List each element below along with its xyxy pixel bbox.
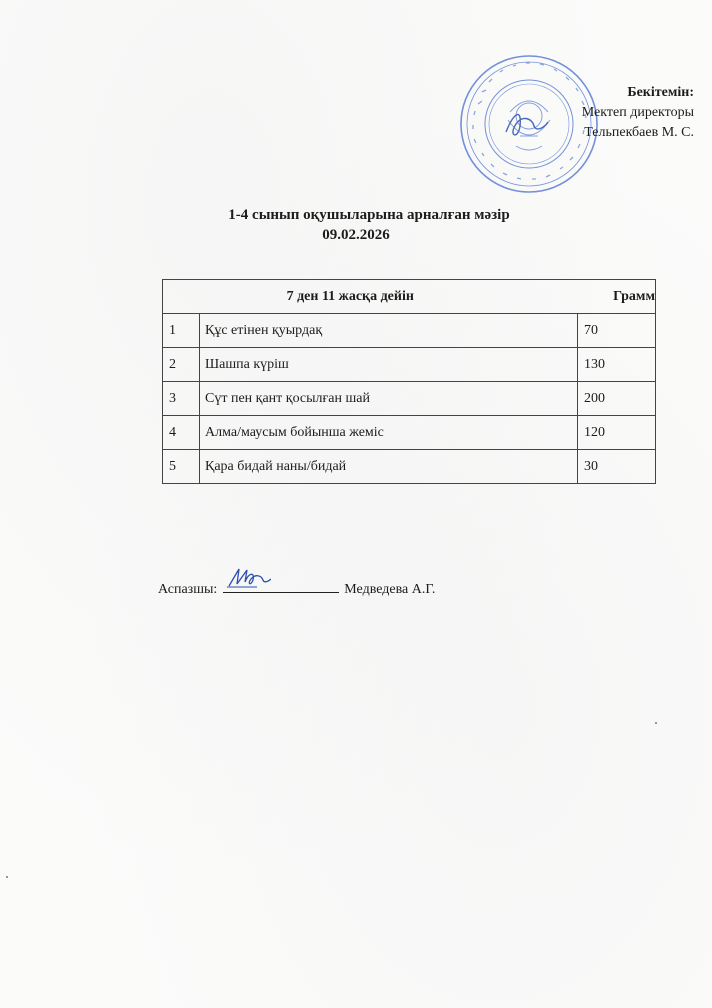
row-dish: Шашпа күріш <box>200 348 578 382</box>
menu-title: 1-4 сынып оқушыларына арналған мәзір <box>228 207 510 223</box>
menu-table <box>162 279 656 484</box>
header-age-range: 7 ден 11 жасқа дейін <box>163 280 578 314</box>
approval-block <box>582 83 694 143</box>
row-dish: Құс етінен қуырдақ <box>200 314 578 348</box>
cook-name: Медведева А.Г. <box>344 582 436 597</box>
row-gram: 200 <box>578 382 656 416</box>
school-seal-stamp <box>458 54 600 194</box>
row-gram: 30 <box>578 450 656 484</box>
row-dish: Қара бидай наны/бидай <box>200 450 578 484</box>
row-number: 2 <box>163 348 200 382</box>
scan-speck <box>6 876 8 878</box>
approval-name: Тельпекбаев М. С. <box>584 125 694 140</box>
signature-line <box>223 578 339 593</box>
table-header-row <box>163 280 656 314</box>
table-row <box>163 348 656 382</box>
row-gram: 130 <box>578 348 656 382</box>
approval-title: Бекітемін: <box>627 85 694 100</box>
table-row <box>163 314 656 348</box>
handwritten-signature <box>227 566 271 588</box>
row-gram: 120 <box>578 416 656 450</box>
scan-speck <box>655 722 657 724</box>
row-number: 5 <box>163 450 200 484</box>
table-row <box>163 416 656 450</box>
row-number: 3 <box>163 382 200 416</box>
row-dish: Алма/маусым бойынша жеміс <box>200 416 578 450</box>
header-gram: Грамм <box>578 280 656 314</box>
menu-date: 09.02.2026 <box>322 227 390 243</box>
menu-heading <box>0 205 712 245</box>
table-row <box>163 450 656 484</box>
row-number: 1 <box>163 314 200 348</box>
approval-position: Мектеп директоры <box>581 105 694 120</box>
row-number: 4 <box>163 416 200 450</box>
table-row <box>163 382 656 416</box>
cook-signature-line <box>158 578 435 600</box>
row-gram: 70 <box>578 314 656 348</box>
cook-label: Аспазшы: <box>158 582 218 597</box>
row-dish: Сүт пен қант қосылған шай <box>200 382 578 416</box>
